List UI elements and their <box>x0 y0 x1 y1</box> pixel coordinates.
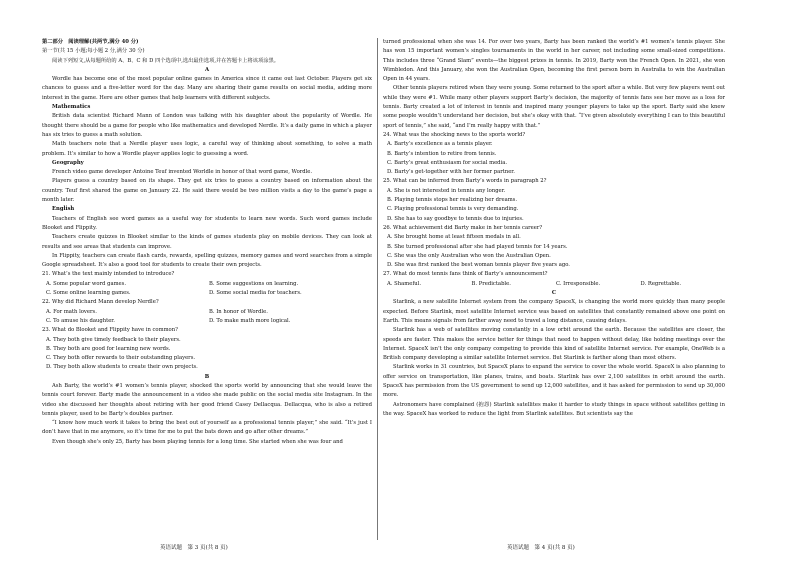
subheading-geography: Geography <box>52 159 84 166</box>
question-22: 22. Why did Richard Mann develop Nerdle? <box>42 299 159 306</box>
column-divider <box>377 38 378 540</box>
paragraph: In Flippity, teachers can create flash cards, rewards, spelling quizzes, memory games and word searches from a simple Google spreadsheet. It’s also a good tool for students to create their own projects. <box>42 252 372 269</box>
option: B. Predictable. <box>471 280 511 287</box>
option: A. She brought home at least fifteen medals in all. <box>387 234 521 241</box>
option: D. She was first ranked the best woman tennis player five years ago. <box>387 262 570 269</box>
instructions: 阅读下列短文,从每题所给的 A、B、C 和 D 四个选项中,选出最佳选项,并在答题卡上将该项涂黑。 <box>52 57 280 64</box>
paragraph: Starlink, a new satellite Internet system from the company SpaceX, is changing the world more quickly than many people expected. Before Starlink, most satellite Internet service was based on satellites that constantly remained above one point on Earth. This means signals from farther away need to travel a long distance, causing delays. <box>383 299 725 324</box>
paragraph: Ash Barty, the world’s #1 women’s tennis player, shocked the sports world by announcing that she would leave the tennis court forever. Barty made the announcement in a video she made public on the social media site Instagram. In the video she discussed her thoughts about retiring with her good friend Casey Dellacqua. Dellacqua, who is also a retired tennis player, used to be Barty’s doubles partner. <box>42 382 372 417</box>
passage-c-label: C <box>551 290 557 297</box>
paragraph: Math teachers note that a Nerdle player uses logic, a careful way of thinking about something, to solve a math problem. It’s similar to how a Wordle player applies logic to guessing a word. <box>42 141 372 157</box>
option: C. She was the only Australian who won the Australian Open. <box>387 252 551 259</box>
paragraph: turned professional when she was 14. For over two years, Barty has been ranked the world’s #1 women’s tennis player. She has won 15 important women’s singles tournaments in the world in her career, not including some small-sized competitions. This includes three “Grand Slam” events—the biggest prizes in tennis. In 2019, Barty won the French Open. In 2021, she won Wimbledon. And this January, she won the Australian Open, becoming the first person born in Australia to win the Australian Open in 44 years. <box>383 39 725 83</box>
paragraph: Astronomers have complained (抱怨) Starlink satellites make it harder to study things in space without satellites getting in the way. SpaceX has worked to reduce the light from Starlink satellites. But scientists say the <box>383 401 725 417</box>
option: C. Some online learning games. <box>46 290 131 297</box>
option: A. Barty’s excellence as a tennis player. <box>387 141 493 148</box>
paragraph: French video game developer Antoine Teuf invented Worldle in honor of that word game, Wordle. <box>52 169 313 176</box>
question-22-options <box>42 308 372 327</box>
option: C. They both offer rewards to their outstanding players. <box>46 355 196 362</box>
question-23: 23. What do Blooket and Flippity have in common? <box>42 327 178 334</box>
section-heading: 第二部分 阅读理解(共两节,满分 40 分) <box>42 39 139 45</box>
option: B. Barty’s intention to retire from tennis. <box>387 150 497 157</box>
option: D. Barty’s get-together with her former partner. <box>387 169 515 176</box>
part-heading: 第一节(共 15 小题;每小题 2 分,满分 30 分) <box>42 48 145 55</box>
option: A. They both give timely feedback to their players. <box>46 336 181 343</box>
option: D. To make math more logical. <box>209 317 291 324</box>
paragraph: Teachers create quizzes in Blooket similar to the kinds of games students play on mobile devices. They can look at results and see areas that students can improve. <box>42 234 372 250</box>
left-column <box>42 38 372 447</box>
page-footer-right: 英语试题 第 4 页(共 8 页) <box>507 545 575 551</box>
option: C. Irresponsible. <box>556 280 601 287</box>
passage-b-label: B <box>204 373 210 380</box>
option: B. She turned professional after she had played tennis for 14 years. <box>387 243 568 250</box>
option: A. For math lovers. <box>46 308 97 315</box>
option: C. Barty’s great enthusiasm for social media. <box>387 159 508 166</box>
page-footer-left: 英语试题 第 3 页(共 8 页) <box>160 545 228 551</box>
subheading-mathematics: Mathematics <box>52 104 91 111</box>
option: C. To amuse his daughter. <box>46 317 115 324</box>
option: B. Some suggestions on learning. <box>209 280 299 287</box>
question-21-options <box>42 280 372 299</box>
subheading-english: English <box>52 206 75 213</box>
question-27: 27. What do most tennis fans think of Barty’s announcement? <box>383 271 548 278</box>
option: A. She is not interested in tennis any longer. <box>387 187 506 194</box>
option: D. They both allow students to create their own projects. <box>46 364 198 371</box>
paragraph: “I know how much work it takes to bring the best out of yourself as a professional tennis player,” she said. “It’s just I don’t have that in me anymore, so it’s time for me to put the bats down and go after other dreams.” <box>42 420 372 436</box>
paragraph: Even though she’s only 25, Barty has been playing tennis for a long time. She started when she was four and <box>52 438 343 445</box>
passage-a-label: A <box>204 66 210 73</box>
question-24: 24. What was the shocking news to the sports world? <box>383 131 526 138</box>
option: B. In honor of Wordle. <box>209 308 268 315</box>
option: B. Playing tennis stops her realizing her dreams. <box>387 197 518 204</box>
option: C. Playing professional tennis is very demanding. <box>387 206 519 213</box>
paragraph: Players guess a country based on its shape. They get six tries to guess a country based on information about the country. Teuf first shared the game on January 22. He said there would be two million visits a day to the game’s page a month later. <box>42 178 372 204</box>
paragraph: Other tennis players retired when they were young. Some returned to the sport after a while. But very few players went out while they were #1. While many other players support Barty’s decision, the majority of tennis fans see her move as a loss for tennis. Barty created a lot of interest in tennis and inspired many younger players to take up the sport. Barty said she knew some people wouldn’t understand her decision, but she’s okay with that. “I’ve given absolutely everything I can to this beautiful sport of tennis,” she said, “and I’m really happy with that.” <box>383 85 725 129</box>
question-25: 25. What can be inferred from Barty’s words in paragraph 2? <box>383 178 547 185</box>
option: D. Some social media for teachers. <box>209 290 302 297</box>
paragraph: Starlink works in 31 countries, but SpaceX plans to expand the service to cover the whole world. SpaceX is also planning to offer service on transportation, like planes, trains, and boats. Starlink has over 2,100 satellites in orbit around the earth. SpaceX has permission from the US government to send up 12,000 satellites, and it has asked for permission to send up 30,000 more. <box>383 364 725 399</box>
option: A. Some popular word games. <box>46 280 127 287</box>
question-27-options <box>383 280 725 289</box>
option: D. Regrettable. <box>640 280 682 287</box>
option: A. Shameful. <box>387 280 421 287</box>
paragraph: Starlink has a web of satellites moving constantly in a low orbit around the earth. Because the satellites are closer, the speeds are faster. This makes the service better for things that need to happen without delay, like holding meetings over the Internet. SpaceX isn’t the only company competing to provide this kind of satellite Internet service. For example, OneWeb is a British company developing a similar satellite Internet service. But Starlink is farther along than most others. <box>383 327 725 362</box>
option: B. They both are good for learning new words. <box>46 345 171 352</box>
paragraph: Wordle has become one of the most popular online games in America since it came out last October. Players get six chances to guess and a five-letter word for the day. Many are sharing their game results on social media, adding more interest in the game. Here are other games that help learners with different subjects. <box>42 76 372 101</box>
paragraph: Teachers of English see word games as a useful way for students to learn new words. Such word games include Blooket and Flippity. <box>42 215 372 231</box>
right-column <box>383 38 725 419</box>
question-21: 21. What’s the text mainly intended to introduce? <box>42 271 175 278</box>
paragraph: British data scientist Richard Mann of London was talking with his daughter about the popularity of Wordle. He thought there should be a game for people who like mathematics and developed Nerdle. It’s a daily game in which a player has six tries to guess a math solution. <box>42 113 372 138</box>
option: D. She has to say goodbye to tennis due to injuries. <box>387 215 524 222</box>
question-26: 26. What achievement did Barty make in her tennis career? <box>383 224 543 231</box>
